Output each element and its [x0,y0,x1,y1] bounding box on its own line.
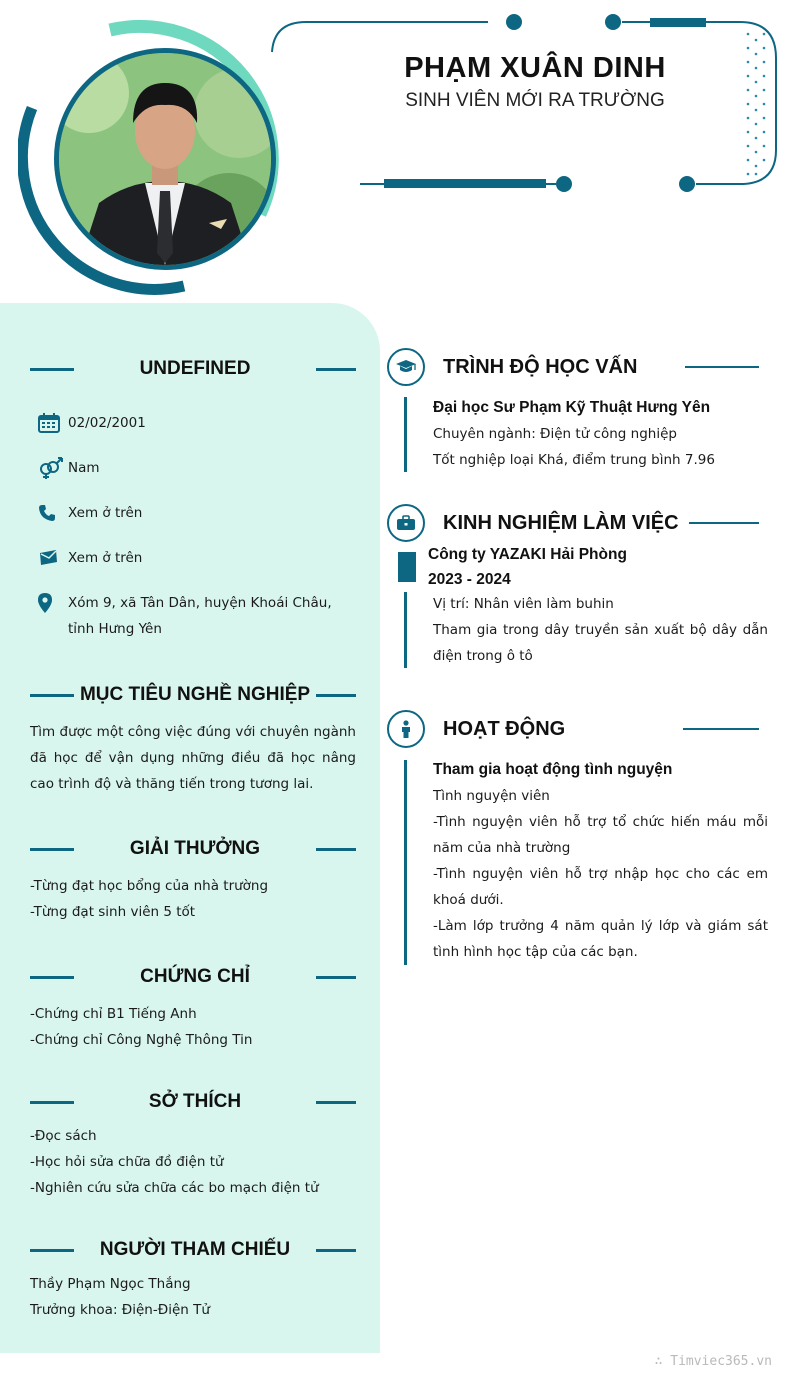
section-title: NGƯỜI THAM CHIẾU [99,1239,291,1260]
avatar-frame [18,18,298,298]
experience-bar [404,592,407,668]
list-item: Trưởng khoa: Điện-Điện Tử [30,1302,210,1318]
list-item: -Chứng chỉ Công Nghệ Thông Tin [30,1032,253,1048]
heading-line [316,1249,356,1252]
heading-line [30,848,74,851]
grade: Tốt nghiệp loại Khá, điểm trung bình 7.96 [433,452,715,468]
heading-line [30,1101,74,1104]
graduation-cap-icon [387,348,425,386]
gender-row [38,455,358,481]
phone-value: Xem ở trên [68,505,143,521]
section-title: HOẠT ĐỘNG [443,717,566,740]
address-row [38,590,338,642]
activities-bar [404,760,407,965]
birthdate-value: 02/02/2001 [68,415,146,431]
watermark: ∴ Timviec365.vn [654,1354,772,1369]
activities-heading [387,709,759,749]
heading-line [30,976,74,979]
awards-heading [30,837,356,861]
email-row [38,545,358,571]
section-title: GIẢI THƯỞNG [129,838,261,859]
awards-list [30,873,356,925]
section-title: TRÌNH ĐỘ HỌC VẤN [443,355,638,378]
activities-block [433,757,768,965]
personal-info-heading [30,357,356,381]
references-list [30,1271,356,1323]
list-item: -Học hỏi sửa chữa đồ điện tử [30,1154,224,1170]
heading-line [316,848,356,851]
gender-value: Nam [68,460,100,476]
calendar-icon [38,410,68,436]
section-title: KINH NGHIỆM LÀM VIỆC [443,511,679,534]
email-value: Xem ở trên [68,550,143,566]
work-period: 2023 - 2024 [428,571,511,588]
section-title: CHỨNG CHỈ [140,966,250,987]
heading-line [30,368,74,371]
person-icon [387,710,425,748]
list-item: Thầy Phạm Ngọc Thắng [30,1276,191,1292]
certificates-list [30,1001,356,1053]
heading-line [685,366,759,368]
briefcase-icon [387,504,425,542]
activity-line: -Tình nguyện viên hỗ trợ nhập học cho các em khoá dưới. [433,866,768,908]
gender-icon [38,455,68,481]
section-title: MỤC TIÊU NGHỀ NGHIỆP [79,684,311,705]
address-value: Xóm 9, xã Tân Dân, huyện Khoái Châu, tỉnh Hưng Yên [68,595,332,637]
heading-line [683,728,759,730]
section-title: UNDEFINED [139,358,251,379]
cv-header [0,0,800,300]
heading-line [689,522,759,524]
heading-line [316,694,356,697]
phone-icon [38,500,68,526]
objective-heading [30,683,356,707]
heading-line [316,368,356,371]
section-title: SỞ THÍCH [148,1091,242,1112]
company-name: Công ty YAZAKI Hải Phòng [428,546,627,563]
major: Chuyên ngành: Điện tử công nghiệp [433,426,677,442]
heading-line [30,1249,74,1252]
heading-line [316,1101,356,1104]
list-item: -Nghiên cứu sửa chữa các bo mạch điện tử [30,1180,319,1196]
certificates-heading [30,965,356,989]
heading-line [30,694,74,697]
experience-heading [387,503,759,543]
experience-header [428,542,627,592]
list-item: -Đọc sách [30,1128,97,1144]
activity-line: -Làm lớp trưởng 4 năm quản lý lớp và giám sát tình hình học tập của các bạn. [433,918,768,960]
hobbies-list [30,1123,356,1201]
email-icon [38,545,68,571]
birthdate-row [38,410,358,436]
candidate-title: SINH VIÊN MỚI RA TRƯỜNG [405,90,665,111]
location-icon [38,590,68,616]
job-description: Tham gia trong dây truyền sản xuất bộ dây dẫn điện trong ô tô [433,622,768,664]
objective-text: Tìm được một công việc đúng với chuyên ngành đã học để vận dụng những điều đã học nâng cao trình độ và thăng tiến trong tương lai. [30,724,356,792]
references-heading [30,1238,356,1262]
activity-title: Tham gia hoạt động tình nguyện [433,761,673,778]
experience-block [433,591,768,669]
list-item: -Từng đạt sinh viên 5 tốt [30,904,196,920]
candidate-name: PHẠM XUÂN DINH [404,52,666,84]
avatar [54,48,276,270]
school-name: Đại học Sư Phạm Kỹ Thuật Hưng Yên [433,399,711,416]
activity-role: Tình nguyện viên [433,788,550,804]
list-item: -Chứng chỉ B1 Tiếng Anh [30,1006,197,1022]
education-block [433,395,768,473]
education-bar [404,397,407,472]
education-heading [387,347,759,387]
hobbies-heading [30,1090,356,1114]
heading-line [316,976,356,979]
phone-row [38,500,358,526]
activity-line: -Tình nguyện viên hỗ trợ tổ chức hiến máu mỗi năm của nhà trường [433,814,768,856]
list-item: -Từng đạt học bổng của nhà trường [30,878,269,894]
job-position: Vị trí: Nhân viên làm buhin [433,596,614,612]
experience-marker [398,552,416,582]
